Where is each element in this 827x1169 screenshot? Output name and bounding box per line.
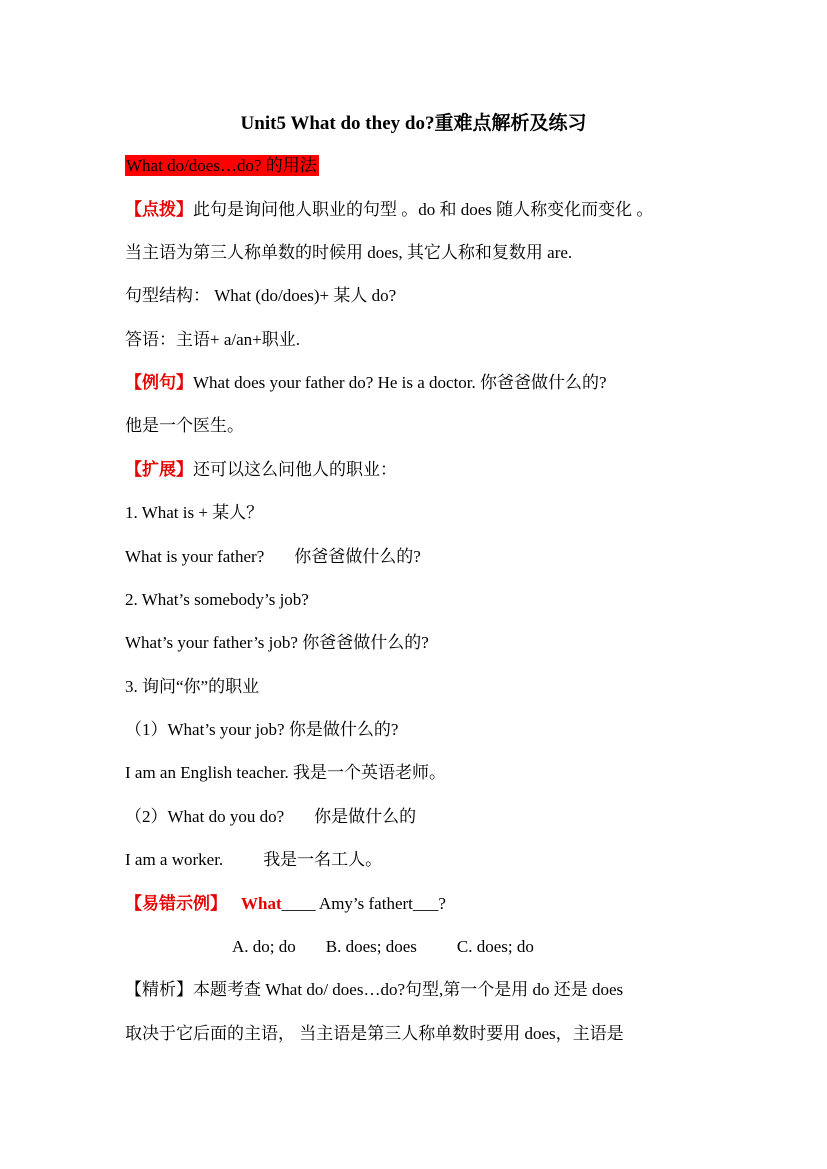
structure-line: 句型结构： What (do/does)+ 某人 do?	[125, 286, 397, 305]
item-3b-zh: 你是做什么的	[314, 807, 417, 826]
extension-tag: 【扩展】	[125, 460, 193, 479]
page-title: Unit5 What do they do?重难点解析及练习	[240, 113, 587, 134]
option-a: A. do; do	[232, 937, 296, 956]
item-3a-answer: I am an English teacher. 我是一个英语老师。	[125, 763, 447, 782]
highlighted-heading: What do/does…do? 的用法	[126, 156, 317, 175]
item-3: 3. 询问“你”的职业	[125, 677, 260, 696]
mistake-rest: ____ Amy’s fathert___?	[281, 894, 446, 913]
item-3a: （1）What’s your job? 你是做什么的?	[125, 720, 399, 739]
item-1: 1. What is + 某人？	[125, 503, 264, 522]
tip-text: 此句是询问他人职业的句型 。do 和 does 随人称变化而变化 。	[193, 200, 654, 219]
extension-text: 还可以这么问他人的职业：	[193, 460, 397, 479]
example-line	[125, 371, 607, 395]
item-2-example: What’s your father’s job? 你爸爸做什么的?	[125, 633, 429, 652]
analysis-tag: 【精析】	[125, 980, 193, 999]
example-text: What does your father do? He is a doctor. 你爸爸做什么的?	[193, 373, 607, 392]
example-cont-line: 他是一个医生。	[125, 416, 244, 435]
example-tag: 【例句】	[125, 373, 193, 392]
item-3b-question: （2）What do you do?	[125, 807, 285, 826]
item-3b-answer-line	[125, 848, 382, 872]
analysis-text: 本题考查 What do/ does…do?句型,第一个是用 do 还是 does	[193, 980, 624, 999]
option-c: C. does; do	[456, 937, 534, 956]
analysis-cont-line: 取决于它后面的主语， 当主语是第三人称单数时要用 does，主语是	[125, 1024, 624, 1043]
item-3b-en: I am a worker.	[125, 850, 224, 869]
options-line	[232, 935, 534, 959]
mistake-tag: 【易错示例】	[125, 894, 227, 913]
section-heading	[125, 154, 319, 178]
option-b: B. does; does	[325, 937, 417, 956]
item-2: 2. What’s somebody’s job?	[125, 590, 309, 609]
item-3b	[125, 805, 416, 829]
answer-line: 答语：主语+ a/an+职业.	[125, 330, 300, 349]
item-1-example-zh: 你爸爸做什么的?	[294, 547, 421, 566]
tip-tag: 【点拨】	[125, 200, 193, 219]
item-1-example	[125, 545, 421, 569]
tip-line	[125, 198, 653, 222]
item-1-example-en: What is your father?	[125, 547, 265, 566]
mistake-what: What	[241, 894, 282, 913]
mistake-line	[125, 892, 446, 916]
extension-line	[125, 458, 397, 482]
item-3b-answer: 我是一名工人。	[263, 850, 383, 869]
analysis-line	[125, 978, 623, 1002]
tip-cont-line: 当主语为第三人称单数的时候用 does, 其它人称和复数用 are.	[125, 243, 573, 262]
